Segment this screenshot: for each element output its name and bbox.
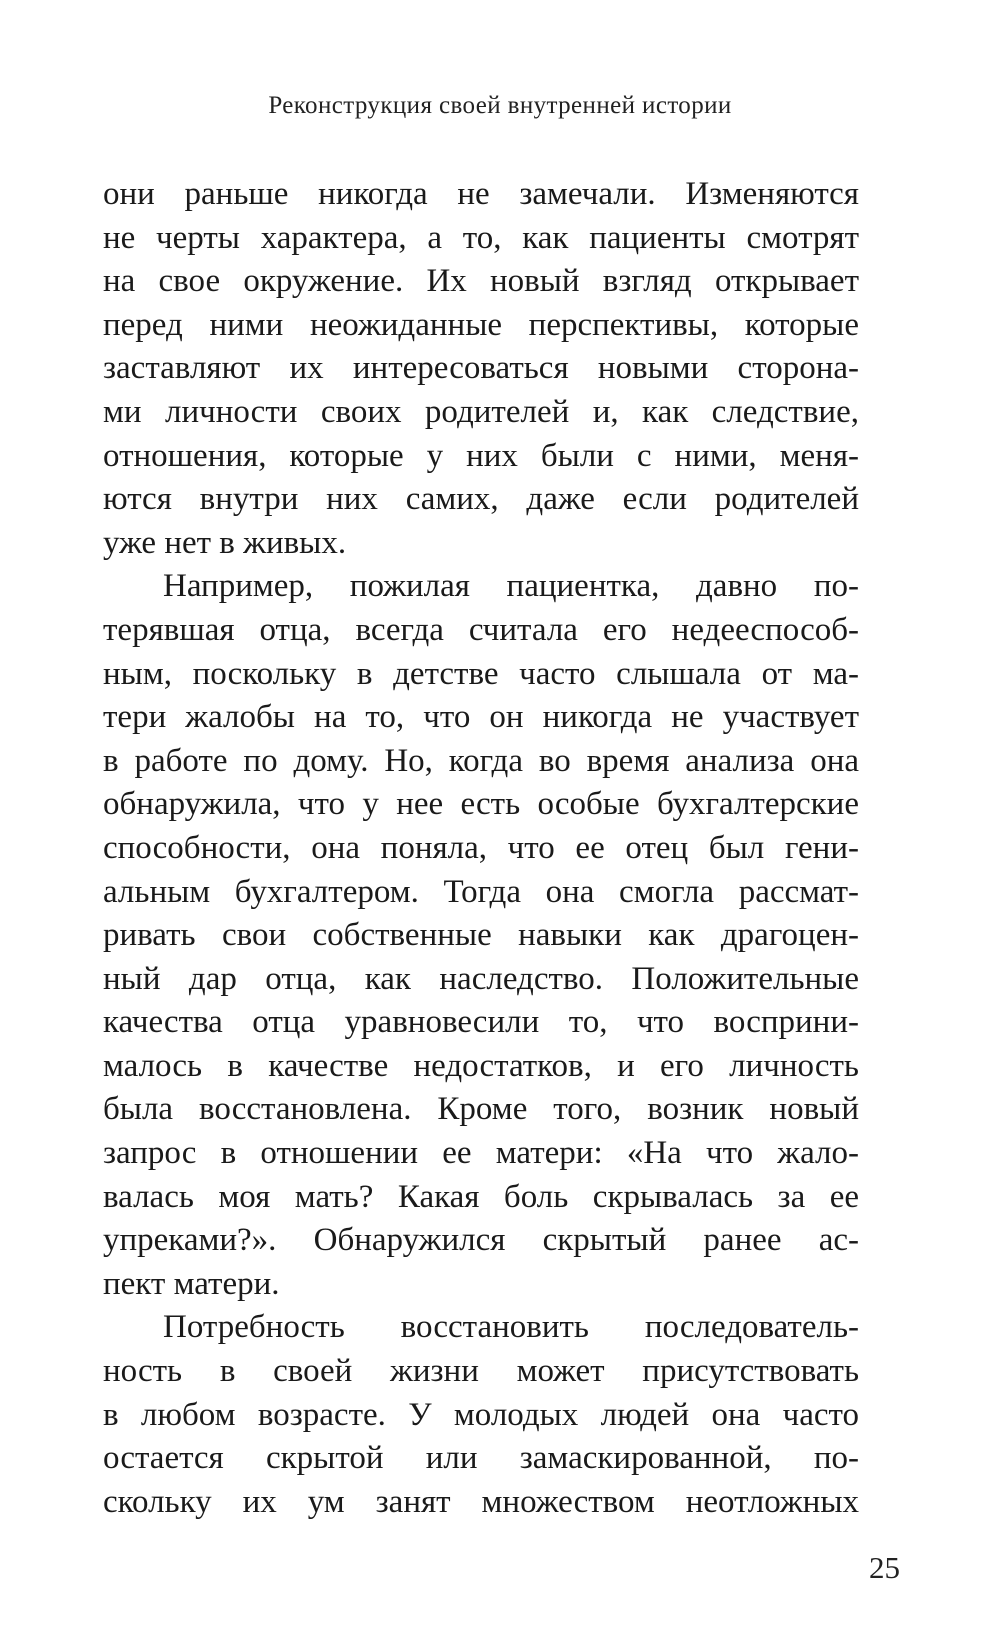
text-line: ность в своей жизни может присутствовать	[103, 1353, 859, 1390]
text-line: способности, она поняла, что ее отец был гени-	[103, 829, 859, 866]
text-line: ривать свои собственные навыки как драгоцен-	[103, 917, 859, 954]
page-number: 25	[869, 1550, 900, 1585]
text-line: обнаружила, что у нее есть особые бухгалтерские	[103, 786, 859, 823]
text-line: уже нет в живых.	[103, 524, 347, 561]
text-line: заставляют их интересоваться новыми сторона-	[103, 350, 859, 387]
text-line: альным бухгалтером. Тогда она смогла рассмат-	[103, 873, 859, 910]
text-line: терявшая отца, всегда считала его недееспособ-	[103, 611, 859, 648]
text-line: валась моя мать? Какая боль скрывалась за ее	[103, 1178, 859, 1215]
running-header: Реконструкция своей внутренней истории	[268, 92, 732, 119]
text-line: на свое окружение. Их новый взгляд открывает	[103, 263, 859, 300]
text-line: пект матери.	[103, 1265, 280, 1302]
text-line: ми личности своих родителей и, как следствие,	[103, 393, 859, 430]
text-line: упреками?». Обнаружился скрытый ранее ас-	[103, 1222, 859, 1259]
body-text	[103, 173, 859, 1524]
text-line: тери жалобы на то, что он никогда не участвует	[103, 699, 859, 736]
paragraph-start-line: Например, пожилая пациентка, давно по-	[163, 568, 859, 605]
text-line: отношения, которые у них были с ними, меня-	[103, 437, 859, 474]
text-line: в любом возрасте. У молодых людей она часто	[103, 1396, 859, 1433]
text-line: качества отца уравновесили то, что восприни-	[103, 1004, 859, 1041]
text-line: в работе по дому. Но, когда во время анализа она	[103, 742, 859, 779]
text-line: ным, поскольку в детстве часто слышала от ма-	[103, 655, 859, 692]
text-line: не черты характера, а то, как пациенты смотрят	[103, 219, 859, 256]
text-line: остается скрытой или замаскированной, по-	[103, 1440, 859, 1477]
paragraph-start-line: Потребность восстановить последователь-	[163, 1309, 859, 1346]
text-line: запрос в отношении ее матери: «На что жало-	[103, 1135, 859, 1172]
text-line: ный дар отца, как наследство. Положительные	[103, 960, 859, 997]
text-line: они раньше никогда не замечали. Изменяются	[103, 176, 859, 212]
text-line: малось в качестве недостатков, и его личность	[103, 1047, 859, 1084]
text-line: перед ними неожиданные перспективы, которые	[103, 306, 859, 343]
text-line: была восстановлена. Кроме того, возник новый	[103, 1091, 859, 1128]
text-line: ются внутри них самих, даже если родителей	[103, 481, 859, 518]
text-line: скольку их ум занят множеством неотложных	[103, 1483, 859, 1520]
